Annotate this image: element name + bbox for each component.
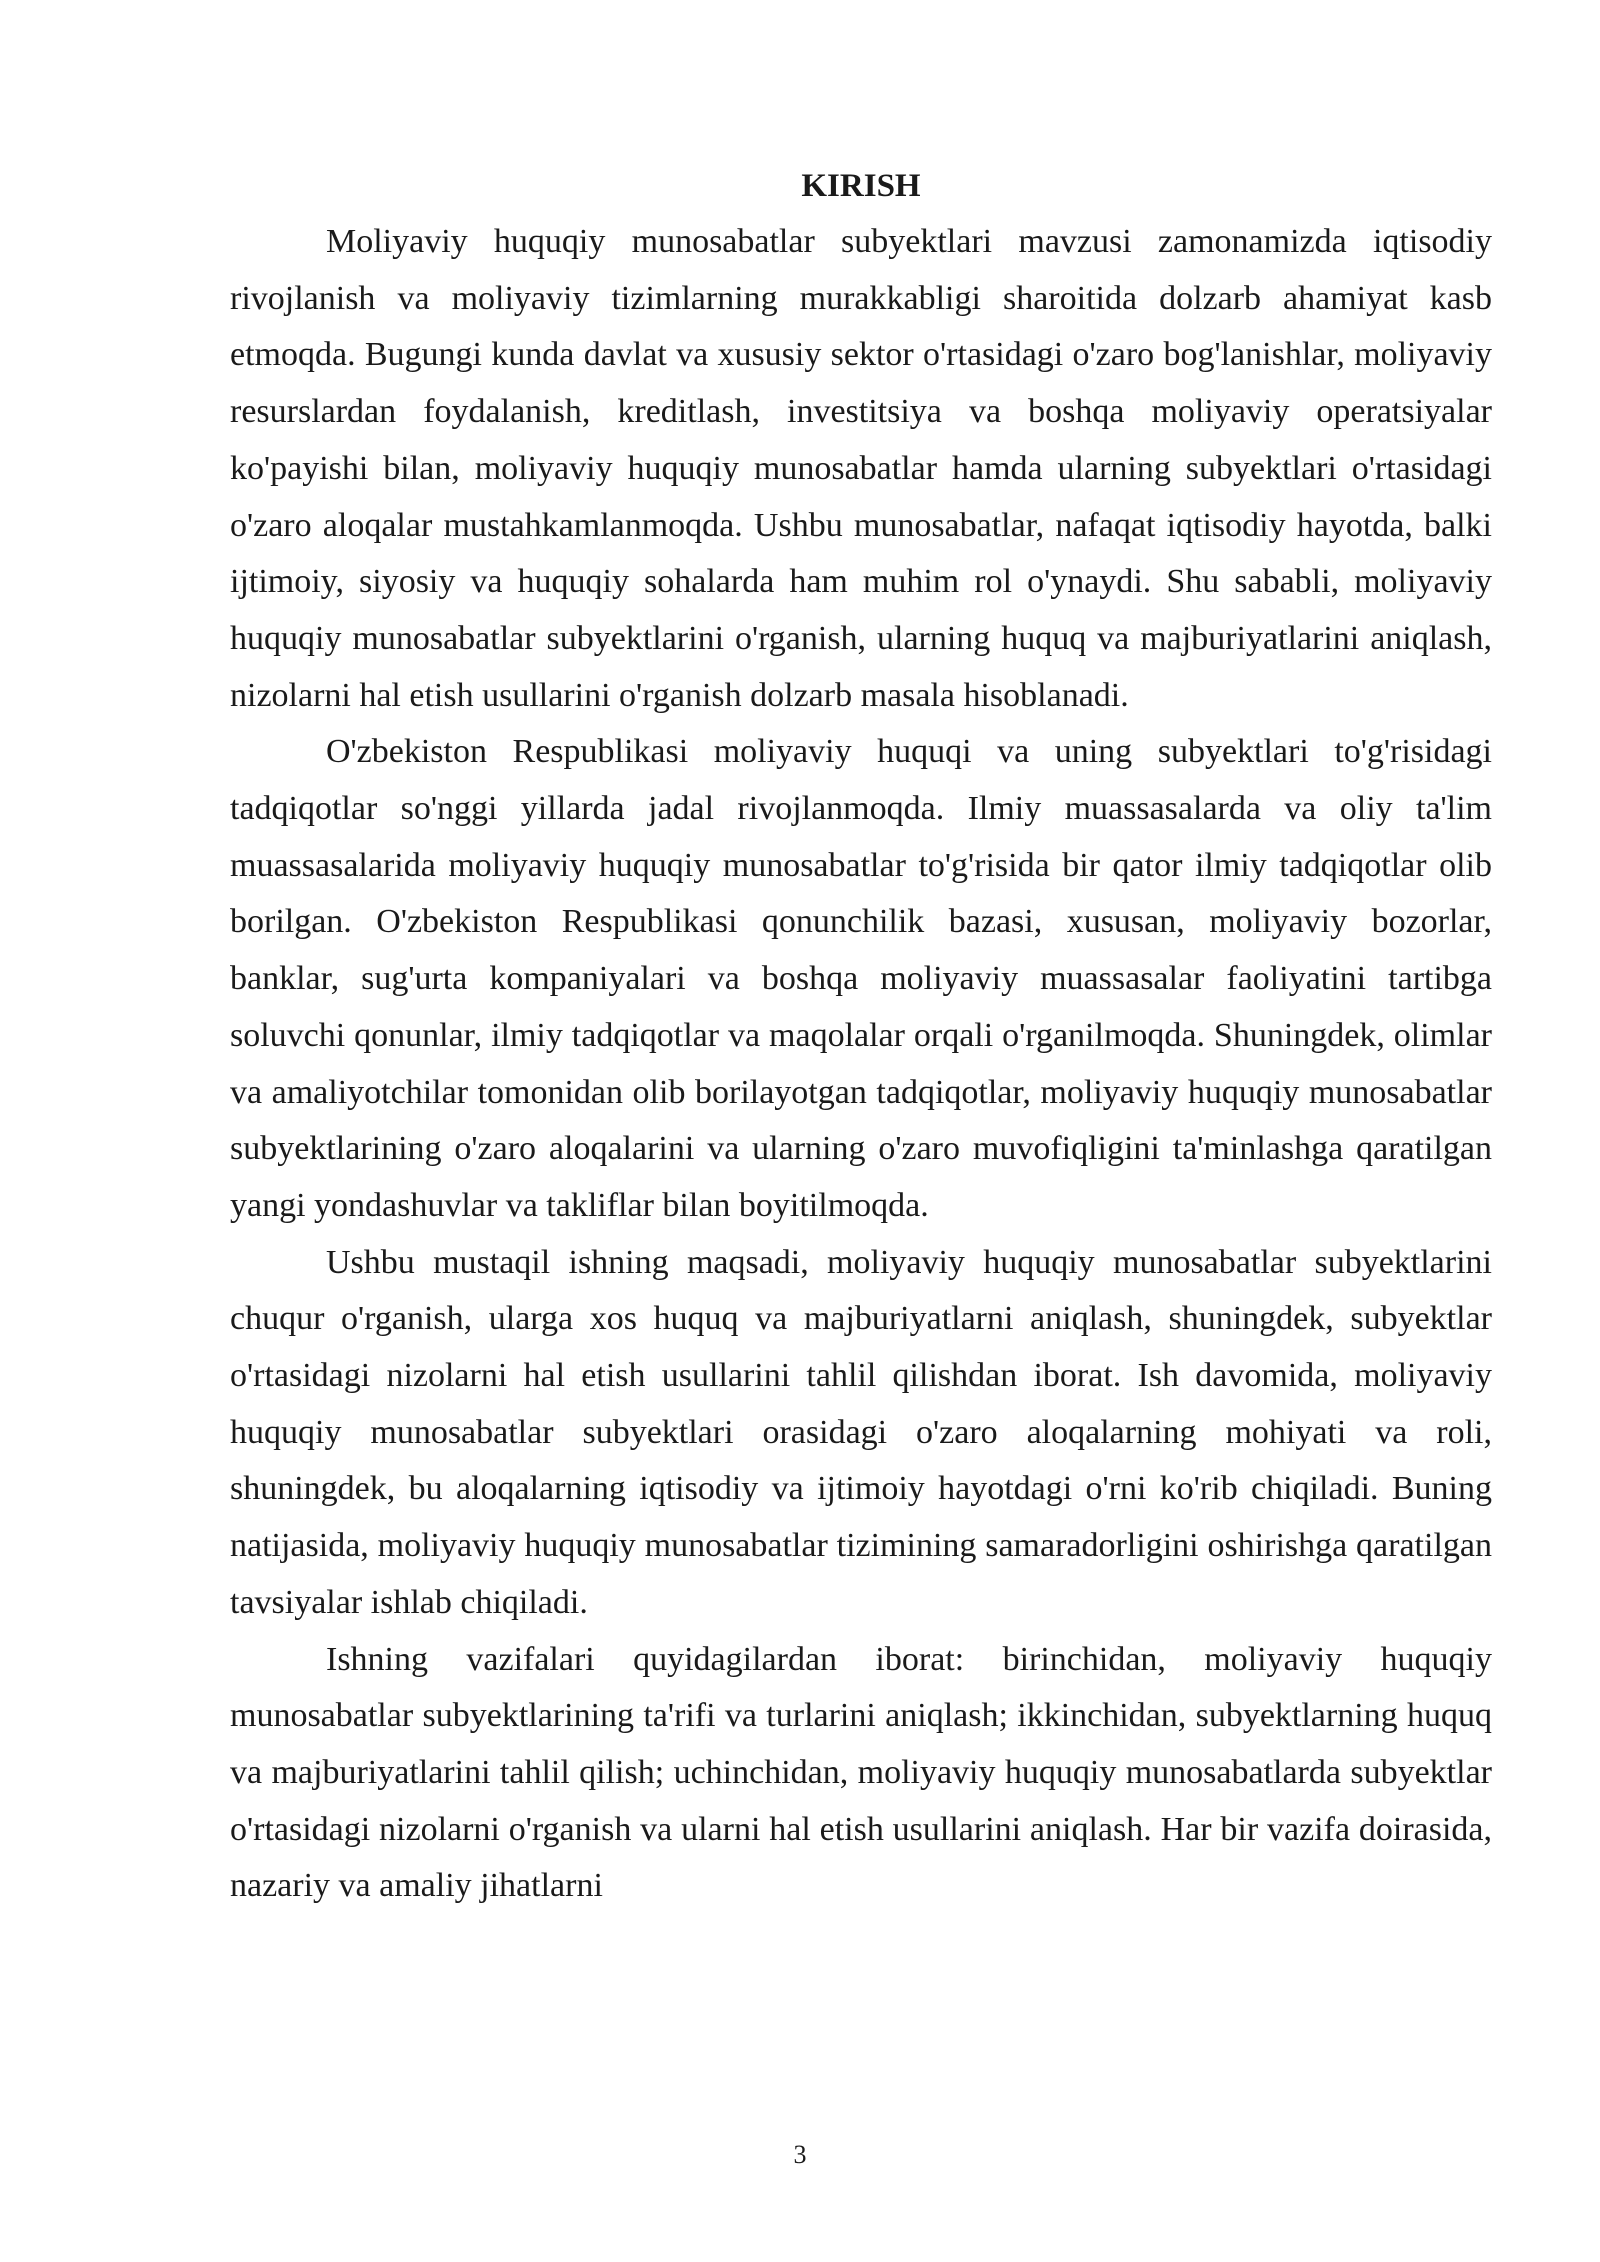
paragraph-2: O'zbekiston Respublikasi moliyaviy huquqi va uning subyektlari to'g'risidagi tadqiqotlar so'nggi yillarda jadal rivojlanmoqda. Ilmiy muassasalarda va oliy ta'lim muassasalarida moliyaviy huquqiy munosabatlar to'g'risida bir qator ilmiy tadqiqotlar olib borilgan. O'zbekiston Respublikasi qonunchilik bazasi, xususan, moliyaviy bozorlar, banklar, sug'urta kompaniyalari va boshqa moliyaviy muassasalar faoliyatini tartibga soluvchi qonunlar, ilmiy tadqiqotlar va maqolalar orqali o'rganilmoqda. Shuningdek, olimlar va amaliyotchilar tomonidan olib borilayotgan tadqiqotlar, moliyaviy huquqiy munosabatlar subyektlarining o'zaro aloqalarini va ularning o'zaro muvofiqligini ta'minlashga qaratilgan yangi yondashuvlar va takliflar bilan boyitilmoqda.: [230, 733, 1492, 1224]
paragraph-3: Ushbu mustaqil ishning maqsadi, moliyaviy huquqiy munosabatlar subyektlarini chuqur o'rganish, ularga xos huquq va majburiyatlarni aniqlash, shuningdek, subyektlar o'rtasidagi nizolarni hal etish usullarini tahlil qilishdan iborat. Ish davomida, moliyaviy huquqiy munosabatlar subyektlari orasidagi o'zaro aloqalarning mohiyati va roli, shuningdek, bu aloqalarning iqtisodiy va ijtimoiy hayotdagi o'rni ko'rib chiqiladi. Buning natijasida, moliyaviy huquqiy munosabatlar tizimining samaradorligini oshirishga qaratilgan tavsiyalar ishlab chiqiladi.: [230, 1243, 1492, 1621]
page-title: KIRISH: [801, 168, 921, 204]
paragraph-4: Ishning vazifalari quyidagilardan iborat: birinchidan, moliyaviy huquqiy munosabatlar subyektlarining ta'rifi va turlarini aniqlash; ikkinchidan, subyektlarning huquq va majburiyatlarini tahlil qilish; uchinchidan, moliyaviy huquqiy munosabatlarda subyektlar o'rtasidagi nizolarni o'rganish va ularni hal etish usullarini aniqlash. Har bir vazifa doirasida, nazariy va amaliy jihatlarni: [230, 1640, 1492, 1905]
paragraph-1: Moliyaviy huquqiy munosabatlar subyektlari mavzusi zamonamizda iqtisodiy rivojlanish va moliyaviy tizimlarning murakkabligi sharoitida dolzarb ahamiyat kasb etmoqda. Bugungi kunda davlat va xususiy sektor o'rtasidagi o'zaro bog'lanishlar, moliyaviy resurslardan foydalanish, kreditlash, investitsiya va boshqa moliyaviy operatsiyalar ko'payishi bilan, moliyaviy huquqiy munosabatlar hamda ularning subyektlari o'rtasidagi o'zaro aloqalar mustahkamlanmoqda. Ushbu munosabatlar, nafaqat iqtisodiy hayotda, balki ijtimoiy, siyosiy va huquqiy sohalarda ham muhim rol o'ynaydi. Shu sababli, moliyaviy huquqiy munosabatlar subyektlarini o'rganish, ularning huquq va majburiyatlarini aniqlash, nizolarni hal etish usullarini o'rganish dolzarb masala hisoblanadi.: [230, 223, 1492, 714]
document-body: [230, 158, 1492, 1915]
page-number: 3: [793, 2140, 807, 2169]
